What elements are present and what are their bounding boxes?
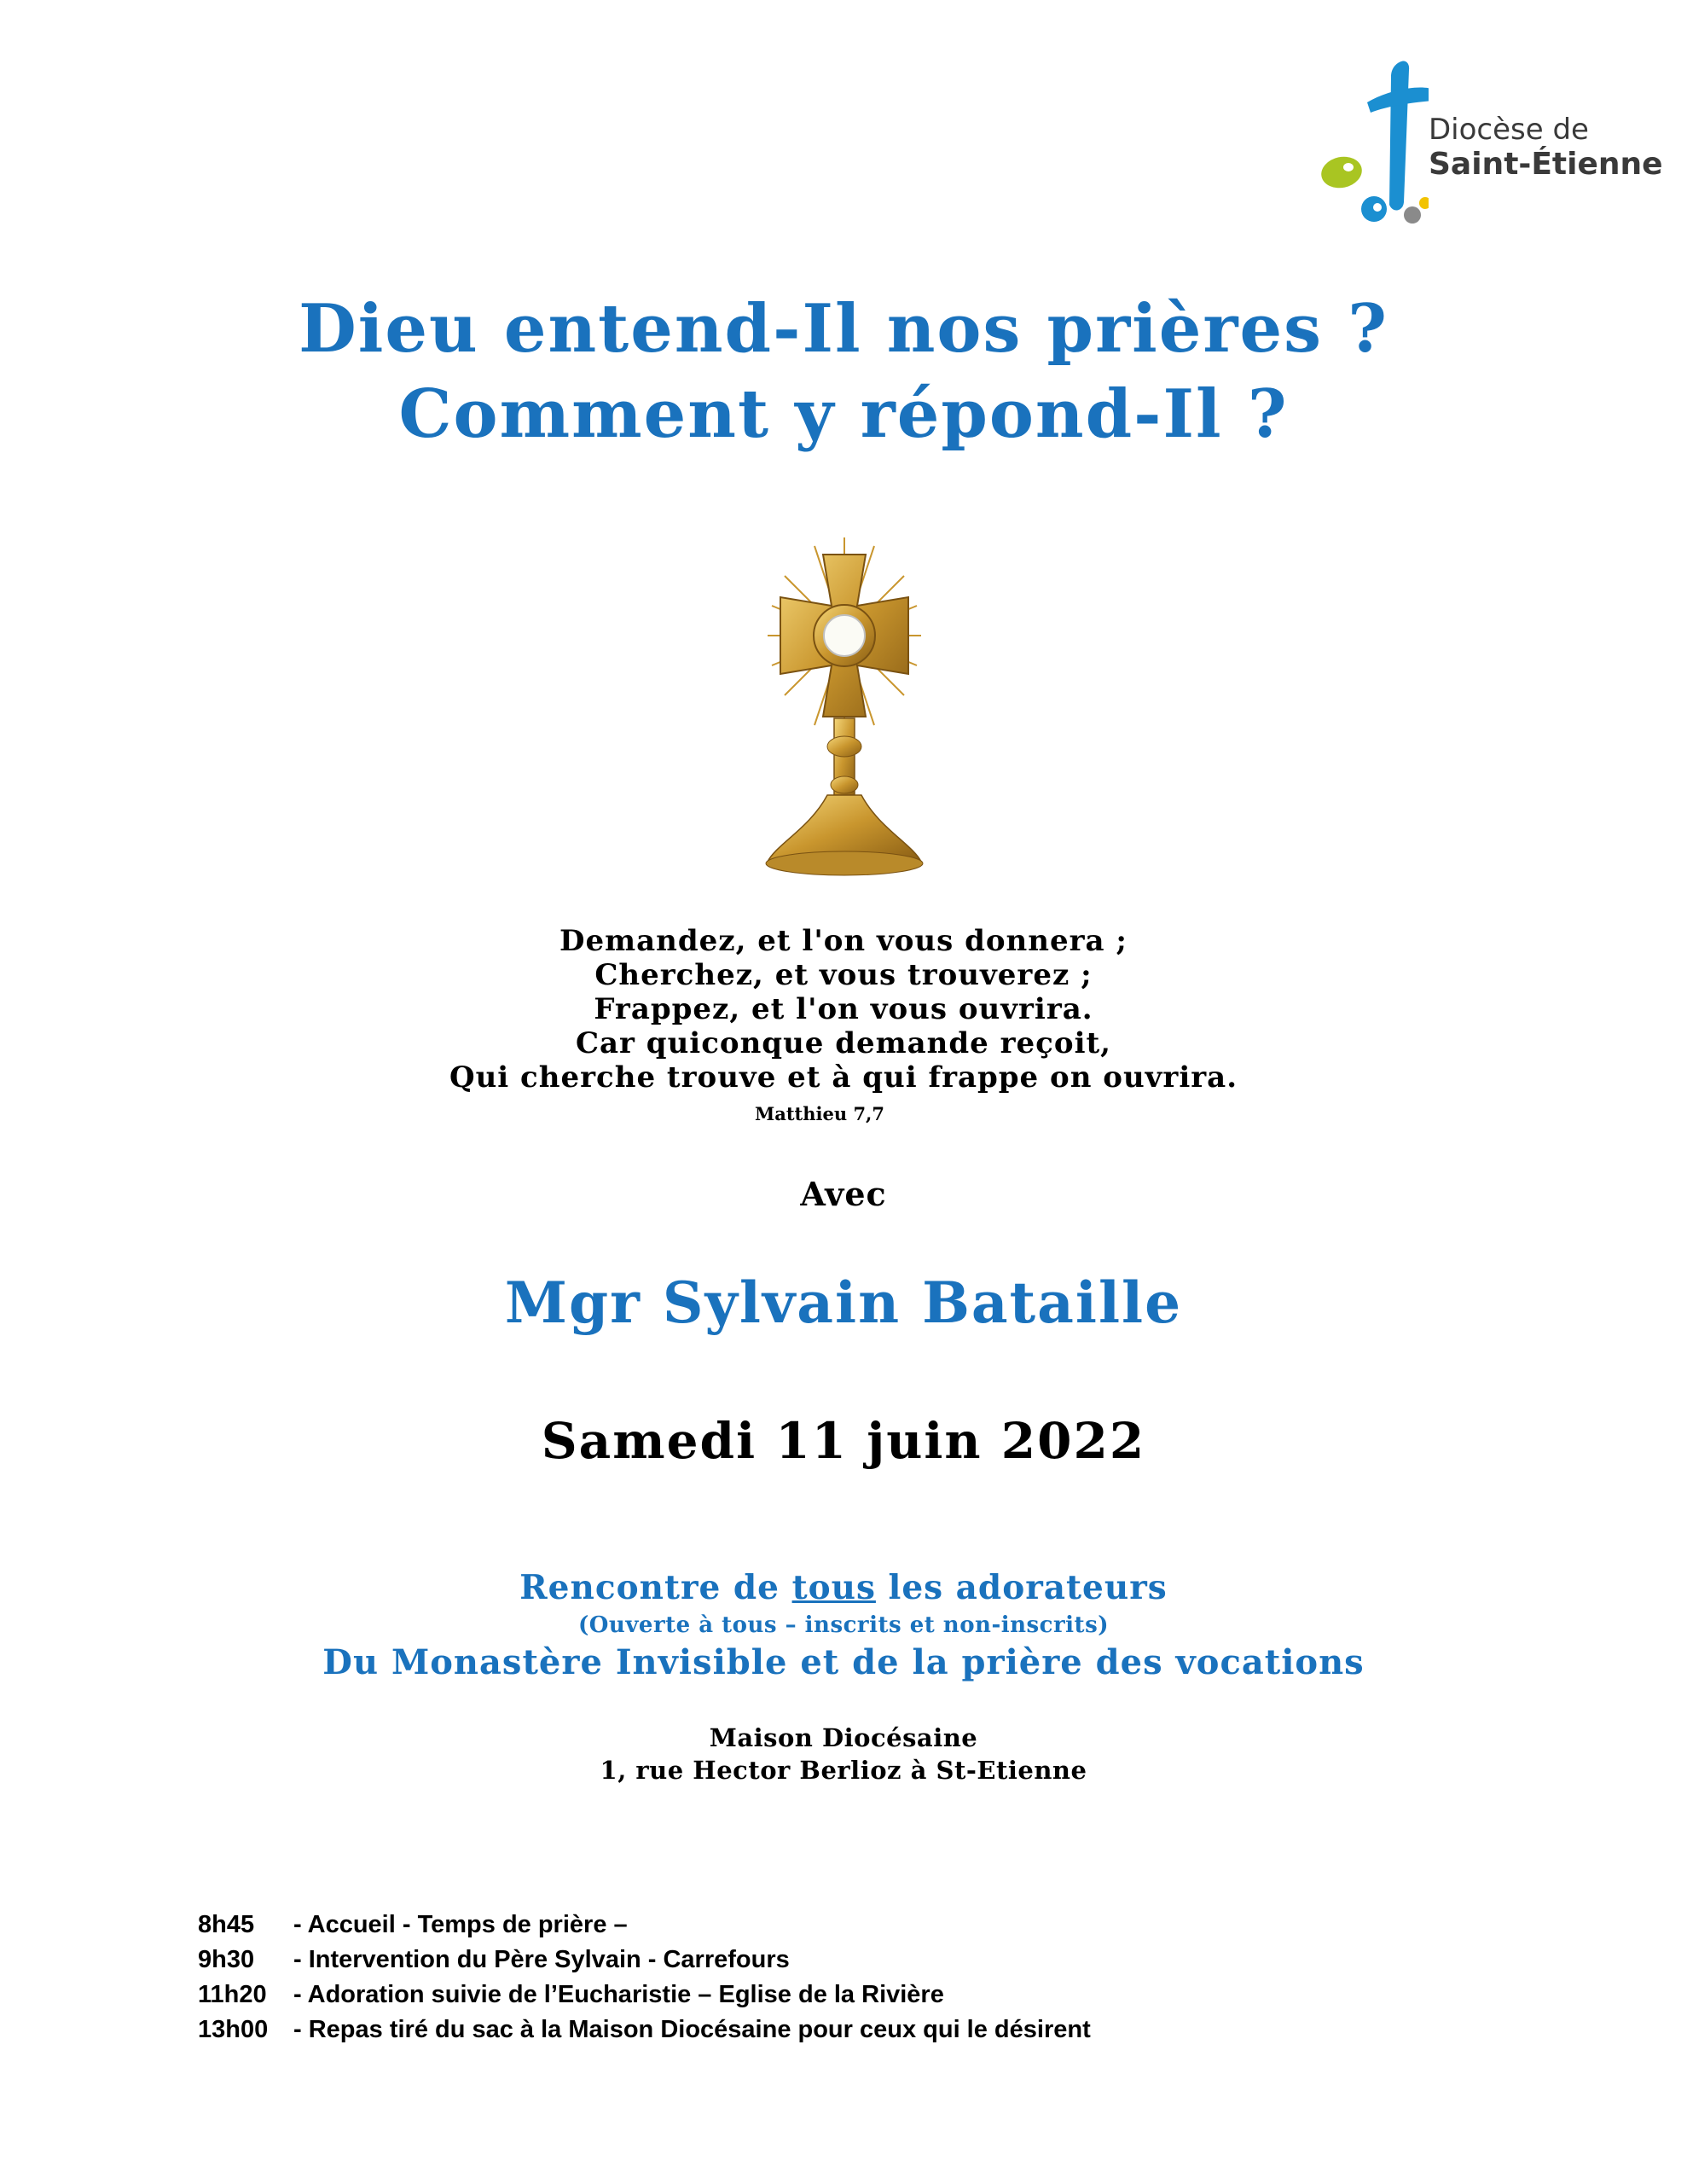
diocese-logo: [1318, 53, 1663, 241]
verse-reference: Matthieu 7,7: [755, 1103, 884, 1124]
schedule-text: - Repas tiré du sac à la Maison Diocésaine pour ceux qui le désirent: [293, 2016, 1091, 2043]
event-date: Samedi 11 juin 2022: [541, 1412, 1146, 1470]
title-line2: Comment y répond-Il ?: [398, 375, 1289, 453]
schedule-row: [198, 1911, 628, 1939]
monstrance-image: [751, 529, 938, 887]
event-line1-start: Rencontre de: [519, 1568, 792, 1607]
monstrance-icon: [751, 529, 938, 887]
event-line1: [0, 1568, 1687, 1607]
schedule-text: - Accueil - Temps de prière –: [293, 1911, 628, 1938]
event-line2: (Ouverte à tous – inscrits et non-inscrits): [577, 1612, 1110, 1638]
logo-line1: Diocèse de: [1429, 113, 1589, 147]
verse-line: Demandez, et l'on vous donnera ;: [559, 924, 1128, 958]
speaker-name: Mgr Sylvain Bataille: [504, 1269, 1183, 1336]
schedule-time: 8h45: [198, 1911, 255, 1938]
schedule-row: [198, 1981, 944, 2009]
with-label: Avec: [800, 1175, 887, 1213]
verse-line: Qui cherche trouve et à qui frappe on ouvrira.: [449, 1060, 1238, 1095]
schedule-time: 9h30: [198, 1946, 255, 1973]
location-address: 1, rue Hector Berlioz à St-Etienne: [600, 1756, 1087, 1785]
location-name: Maison Diocésaine: [709, 1723, 978, 1752]
event-line1-end: les adorateurs: [875, 1568, 1168, 1607]
verse-line: Cherchez, et vous trouverez ;: [594, 958, 1093, 992]
schedule-text: - Intervention du Père Sylvain - Carrefours: [293, 1946, 790, 1973]
schedule-text: - Adoration suivie de l’Eucharistie – Eglise de la Rivière: [293, 1981, 944, 2008]
verse-line: Car quiconque demande reçoit,: [575, 1026, 1112, 1060]
logo-line2: Saint-Étienne: [1429, 147, 1663, 182]
schedule-row: [198, 2016, 1091, 2044]
verse-line: Frappez, et l'on vous ouvrira.: [594, 992, 1093, 1026]
diocese-cross-logo-icon: [1318, 53, 1429, 241]
schedule-time: 11h20: [198, 1981, 267, 2008]
schedule-time: 13h00: [198, 2016, 269, 2043]
event-line1-underlined: tous: [791, 1568, 876, 1607]
title-line1: Dieu entend-Il nos prières ?: [299, 290, 1388, 368]
schedule-row: [198, 1946, 790, 1974]
event-line3: Du Monastère Invisible et de la prière des vocations: [322, 1642, 1365, 1682]
